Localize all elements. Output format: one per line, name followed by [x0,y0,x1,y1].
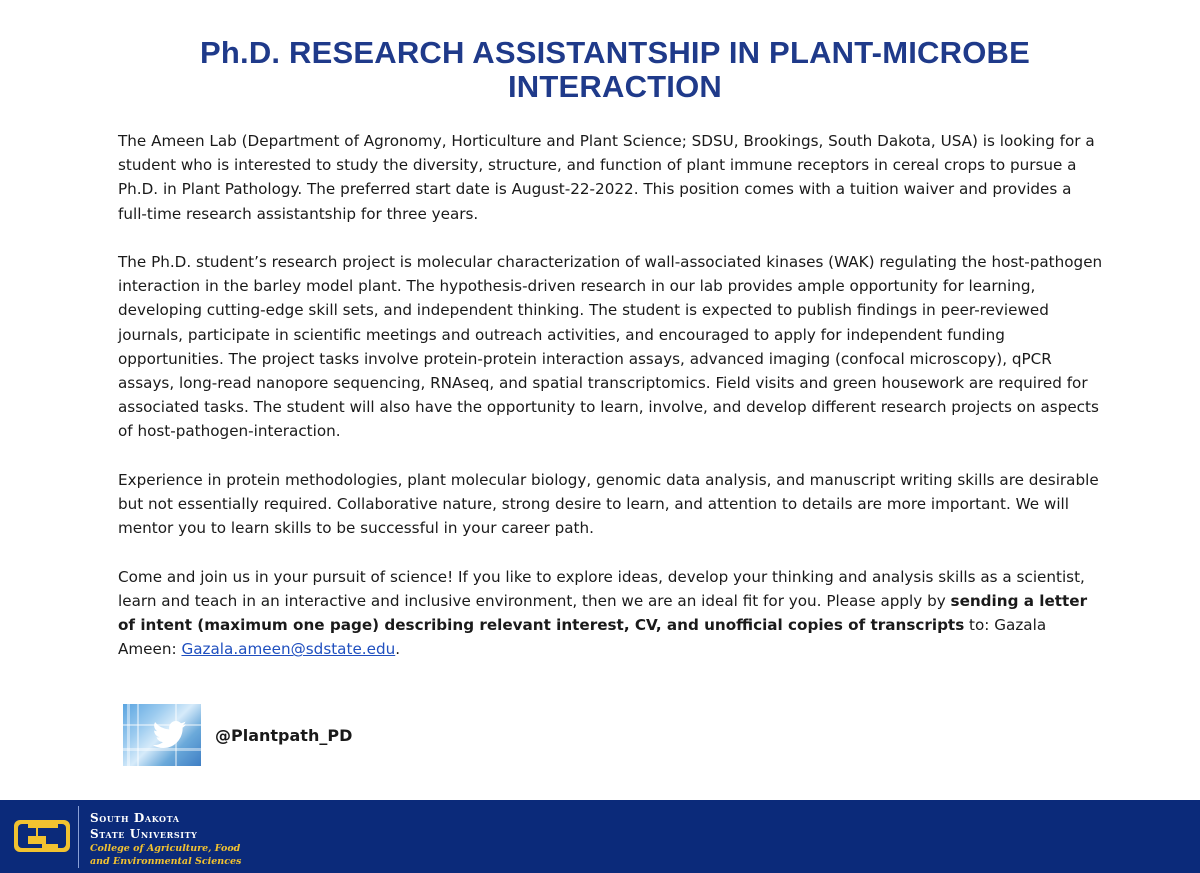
university-name [90,810,197,842]
contact-email-link[interactable]: Gazala.ameen@sdstate.edu [181,640,396,659]
apply-requirements-text: sending a letter of intent (maximum one page) describing relevant interest, CV, and unofficial copies of transcripts [118,591,1088,635]
college-name-line-2: and Environmental Sciences [90,856,242,867]
page-title [150,36,1080,104]
paragraph-project: The Ph.D. student’s research project is molecular characterization of wall-associated kinases (WAK) regulating the host-pathogen interaction in the barley model plant. The hypothesis-driven research in our lab provides ample opportunity for learning, developing cutting-edge skill sets, and independent thinking. The student is expected to publish findings in peer-reviewed journals, participate in scientific meetings and outreach activities, and encouraged to apply for independent funding opportunities. The project tasks involve protein-protein interaction assays, advanced imaging (confocal microscopy), qPCR assays, long-read nanopore sequencing, RNAseq, and spatial transcriptomics. Field visits and green housework are required for associated tasks. The student will also have the opportunity to learn, involve, and develop different research projects on aspects of host-pathogen-interaction. [118,253,1103,441]
paragraph-lab-intro: The Ameen Lab (Department of Agronomy, Horticulture and Plant Science; SDSU, Brookings, South Dakota, USA) is looking for a student who is interested to study the diversity, structure, and function of plant immune receptors in cereal crops to pursue a Ph.D. in Plant Pathology. The preferred start date is August-22-2022. This position comes with a tuition waiver and provides a full-time research assistantship for three years. [118,132,1095,223]
title-line-1: Ph.D. RESEARCH ASSISTANTSHIP IN PLANT-MICROBE [200,35,1030,70]
document-body [118,129,1103,661]
social-handle-block [123,704,352,766]
paragraph-experience: Experience in protein methodologies, plant molecular biology, genomic data analysis, and manuscript writing skills are desirable but not essentially required. Collaborative nature, strong desire to learn, and attention to details are more important. We will mentor you to learn skills to be successful in your career path. [118,470,1099,538]
title-line-2: INTERACTION [507,69,723,104]
paragraph-apply [118,565,1103,662]
university-name-line-2: State University [90,827,198,841]
footer-banner [0,800,1200,873]
apply-contact-text: to: Gazala Ameen: [118,616,1047,659]
university-name-line-1: South Dakota [90,811,180,825]
footer-divider [78,806,79,868]
college-name-line-1: College of Agriculture, Food [90,843,241,854]
sdsu-logo [12,806,72,866]
twitter-icon[interactable] [123,704,201,766]
twitter-handle[interactable]: @Plantpath_PD [215,725,353,745]
college-name [90,842,241,868]
twitter-bird-icon [153,720,187,750]
apply-end-text: . [395,640,401,659]
apply-intro-text: Come and join us in your pursuit of science! If you like to explore ideas, develop your thinking and analysis skills as a scientist, learn and teach in an interactive and inclusive environment, then we are an ideal fit for you. Please apply by [118,567,1085,610]
